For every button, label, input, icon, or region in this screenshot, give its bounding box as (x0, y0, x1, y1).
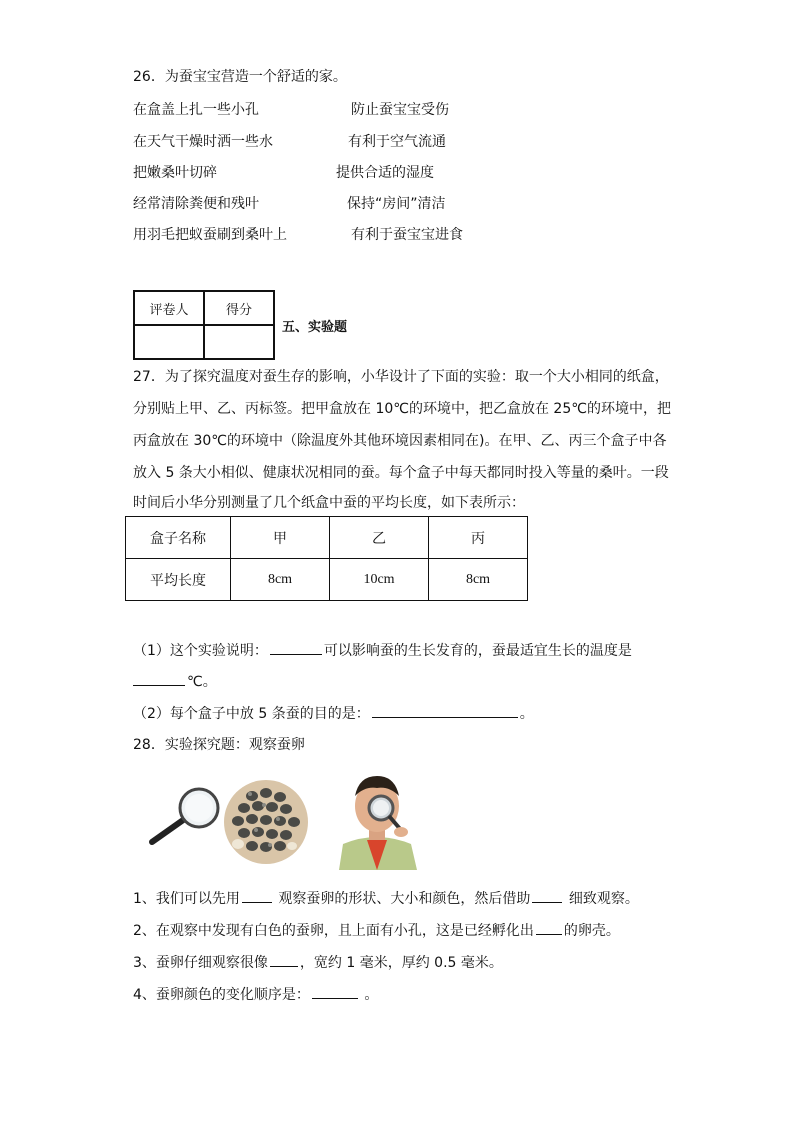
table-row-label: 平均长度 (126, 559, 231, 601)
q26-left-item: 在天气干燥时洒一些水 (133, 134, 273, 150)
q27-text-line: 分别贴上甲、乙、丙标签。把甲盒放在 10℃的环境中，把乙盒放在 25℃的环境中，把 (133, 401, 671, 417)
q28-item: 1、我们可以先用 观察蚕卵的形状、大小和颜色，然后借助 细致观察。 (133, 888, 639, 908)
q27-text-line: 丙盒放在 30℃的环境中（除温度外其他环境因素相同在)。在甲、乙、丙三个盒子中各 (133, 433, 667, 449)
q27-sub1-cont: ℃。 (133, 671, 217, 691)
q26-right-item: 有利于空气流通 (348, 134, 446, 150)
answer-blank[interactable] (312, 984, 358, 999)
score-box (133, 290, 275, 360)
table-header-cell: 乙 (330, 517, 429, 559)
table-header-cell: 盒子名称 (126, 517, 231, 559)
q26-right-item: 提供合适的湿度 (336, 165, 434, 181)
q28-title: 28．实验探究题：观察蚕卵 (133, 737, 305, 753)
q27-text-line: 27．为了探究温度对蚕生存的影响，小华设计了下面的实验：取一个大小相同的纸盒， (133, 369, 669, 385)
q26-left-item: 在盒盖上扎一些小孔 (133, 102, 259, 118)
q28-item: 4、蚕卵颜色的变化顺序是： 。 (133, 984, 378, 1004)
q26-left-item: 把嫩桑叶切碎 (133, 165, 217, 181)
table-header-cell: 甲 (231, 517, 330, 559)
silkworm-eggs-image (222, 778, 310, 870)
length-table (125, 516, 528, 601)
q27-sub2: （2）每个盒子中放 5 条蚕的目的是： 。 (133, 703, 534, 723)
table-cell: 8cm (231, 559, 330, 601)
magnifier-image (146, 778, 222, 854)
q26-right-item: 保持“房间”清洁 (347, 196, 446, 212)
score-label: 得分 (204, 291, 274, 325)
q27-text-line: 时间后小华分别测量了几个纸盒中蚕的平均长度，如下表所示： (133, 495, 525, 511)
grader-cell[interactable] (134, 325, 204, 359)
q26-right-item: 防止蚕宝宝受伤 (351, 102, 449, 118)
table-cell: 10cm (330, 559, 429, 601)
q26-left-item: 用羽毛把蚁蚕刷到桑叶上 (133, 227, 287, 243)
answer-blank[interactable] (242, 888, 272, 903)
boy-with-magnifier-image (333, 766, 421, 874)
q28-item: 2、在观察中发现有白色的蚕卵，且上面有小孔，这是已经孵化出 的卵壳。 (133, 920, 620, 940)
score-cell[interactable] (204, 325, 274, 359)
answer-blank[interactable] (536, 920, 562, 935)
q26-right-item: 有利于蚕宝宝进食 (351, 227, 463, 243)
answer-blank[interactable] (133, 671, 185, 686)
grader-label: 评卷人 (134, 291, 204, 325)
q26-title: 26．为蚕宝宝营造一个舒适的家。 (133, 69, 347, 85)
q27-text-line: 放入 5 条大小相似、健康状况相同的蚕。每个盒子中每天都同时投入等量的桑叶。一段 (133, 465, 669, 481)
table-header-cell: 丙 (429, 517, 528, 559)
q28-item: 3、蚕卵仔细观察很像 ，宽约 1 毫米，厚约 0.5 毫米。 (133, 952, 503, 972)
answer-blank[interactable] (372, 703, 518, 718)
answer-blank[interactable] (270, 952, 298, 967)
q26-left-item: 经常清除粪便和残叶 (133, 196, 259, 212)
answer-blank[interactable] (270, 640, 322, 655)
section-title: 五、实验题 (282, 320, 348, 335)
table-cell: 8cm (429, 559, 528, 601)
answer-blank[interactable] (532, 888, 562, 903)
q27-sub1: （1）这个实验说明： 可以影响蚕的生长发育的，蚕最适宜生长的温度是 (133, 640, 632, 660)
